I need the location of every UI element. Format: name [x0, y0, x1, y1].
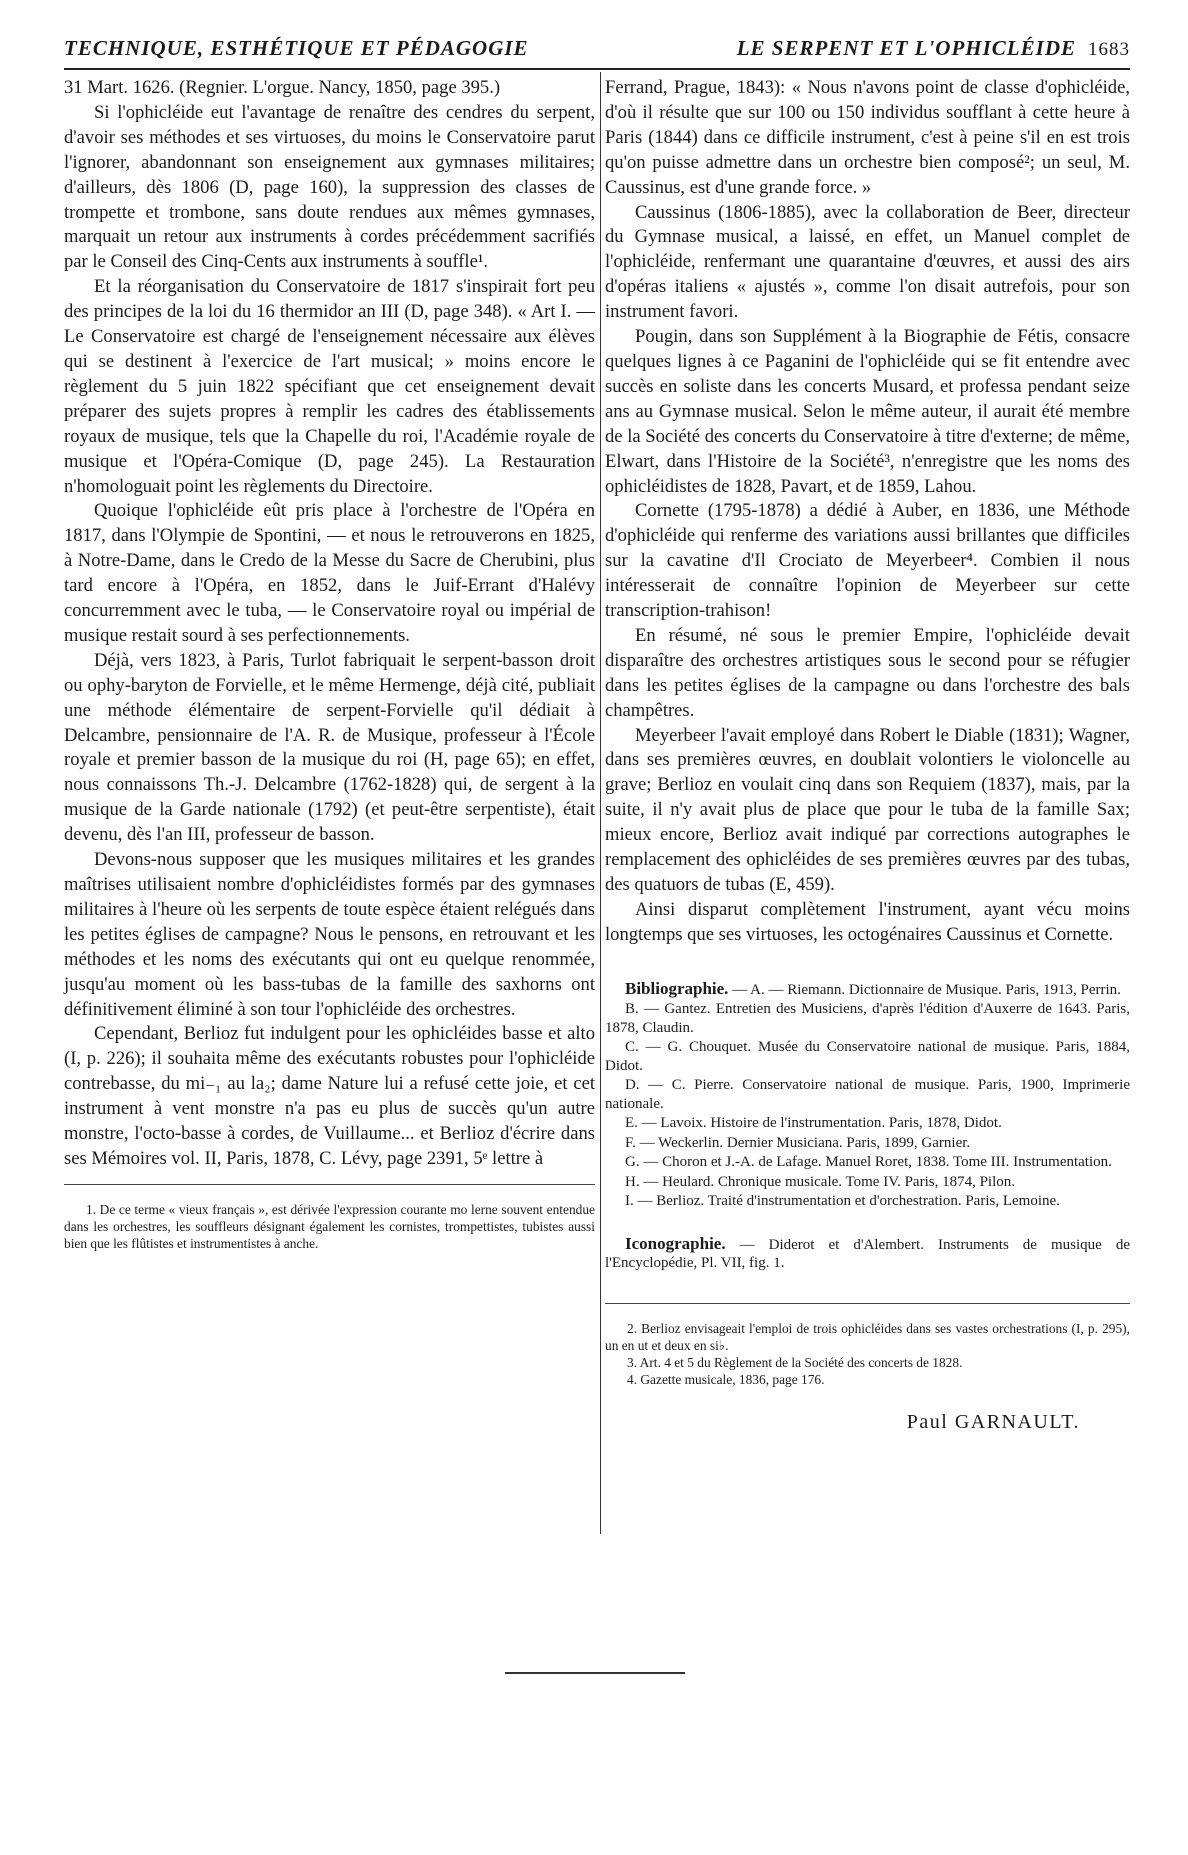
- header-rule: [64, 68, 1130, 70]
- bibliography-entry: E. — Lavoix. Histoire de l'instrumentation. Paris, 1878, Didot.: [625, 1115, 1002, 1132]
- bibliography-entry: G. — Choron et J.-A. de Lafage. Manuel Roret, 1838. Tome III. Instrumentation.: [625, 1154, 1112, 1171]
- bibliography-entry-text: — A. — Riemann. Dictionnaire de Musique. Paris, 1913, Perrin.: [732, 981, 1121, 998]
- iconography-title: Iconographie.: [625, 1233, 726, 1253]
- bibliography-entry: C. — G. Chouquet. Musée du Conservatoire national de musique. Paris, 1884, Didot.: [605, 1039, 1130, 1074]
- iconography-text: — Diderot et d'Alembert. Instruments de musique de l'Encyclopédie, Pl. VII, fig. 1.: [605, 1236, 1131, 1272]
- footnotes-right: [605, 1320, 1130, 1388]
- bibliography-entry: [605, 980, 1130, 1000]
- footnote: 3. Art. 4 et 5 du Règlement de la Société des concerts de 1828.: [627, 1354, 963, 1370]
- column-divider: [600, 72, 601, 1534]
- footnote-separator: [64, 1184, 595, 1185]
- bibliography-entry: H. — Heulard. Chronique musicale. Tome IV. Paris, 1874, Pilon.: [625, 1173, 1016, 1190]
- running-header-left: TECHNIQUE, ESTHÉTIQUE ET PÉDAGOGIE: [64, 36, 529, 60]
- paragraph: Pougin, dans son Supplément à la Biographie de Fétis, consacre quelques lignes à ce Paganini de l'ophicléide qui se fit entendre avec succès en soliste dans les concerts Musard, et professa pendant seize ans au Gymnase musical. Selon le même auteur, il aurait été membre de la Société des concerts du Conservatoire à titre d'externe; de même, Elwart, dans l'Histoire de la Société³, n'enregistre que les noms des ophicléidistes de 1828, Pavart, et de 1859, Lahou.: [605, 326, 1130, 497]
- paragraph: Déjà, vers 1823, à Paris, Turlot fabriquait le serpent-basson droit ou ophy-baryton de Forvielle, et le même Hermenge, déjà cité, publiait une méthode élémentaire de serpent-Forvielle qu'il dédiait à Delcambre, pensionnaire de l'A. R. de Musique, professeur à l'École royale et premier basson de la musique du roi (H, page 65); en effet, nous connaissons Th.-J. Delcambre (1762-1828) qui, de sergent à la musique de la Garde nationale (1792) (et peut-être serpentiste), était devenu, dès l'an III, professeur de basson.: [64, 649, 595, 846]
- iconography: [605, 1235, 1130, 1273]
- running-header-right: [737, 36, 1130, 61]
- bibliography-entry: B. — Gantez. Entretien des Musiciens, d'après l'édition d'Auxerre de 1643. Paris, 1878, Claudin.: [605, 1001, 1130, 1036]
- footnotes-left: [64, 1201, 595, 1252]
- paragraph: Devons-nous supposer que les musiques militaires et les grandes maîtrises utilisaient nombre d'ophicléidistes formés par des gymnases militaires à l'heure où les serpents de toute espèce étaient relégués dans les petites églises de campagne? Nous le pensons, en retrouvant et les méthodes et les noms des exécutants qui ont eu quelque renommée, jusqu'au moment où les bass-tubas de la famille des saxhorns ont définitivement éliminé à son tour l'ophicléide des orchestres.: [64, 849, 595, 1020]
- paragraph: Cependant, Berlioz fut indulgent pour les ophicléides basse et alto (I, p. 226); il souhaita même des exécutants robustes pour l'ophicléide contrebasse, du mi₋₁ au la₂; dame Nature lui a refusé cette joie, et cet instrument à vent monstre n'a pas eu plus de succès qu'un autre monstre, l'octo-basse à cordes, de Vuillaume... et Berlioz d'écrire dans ses Mémoires vol. II, Paris, 1878, C. Lévy, page 2391, 5ᵉ lettre à: [64, 1023, 595, 1169]
- bibliography: [605, 980, 1130, 1211]
- paragraph: Caussinus (1806-1885), avec la collaboration de Beer, directeur du Gymnase musical, a laissé, en effet, un Manuel complet de l'ophicléide, renfermant une quarantaine d'œuvres, et aussi des airs d'opéras italiens « ajustés », comme l'on disait autrefois, pour son instrument favori.: [605, 201, 1130, 323]
- paragraph: En résumé, né sous le premier Empire, l'ophicléide devait disparaître des orchestres artistiques sous le second pour se réfugier dans les petites églises de la campagne ou dans l'orchestre des bals champêtres.: [605, 624, 1130, 721]
- footnote: 2. Berlioz envisageait l'emploi de trois ophicléides dans ses vastes orchestrations (I, p. 295), un en ut et deux en si♭.: [605, 1320, 1130, 1353]
- bibliography-entry: I. — Berlioz. Traité d'instrumentation et d'orchestration. Paris, Lemoine.: [625, 1193, 1060, 1210]
- bibliography-entry: D. — C. Pierre. Conservatoire national de musique. Paris, 1900, Imprimerie nationale.: [605, 1077, 1130, 1112]
- paragraph: Quoique l'ophicléide eût pris place à l'orchestre de l'Opéra en 1817, dans l'Olympie de Spontini, — et nous le retrouverons en 1825, à Notre-Dame, dans le Credo de la Messe du Sacre de Cherubini, plus tard encore à l'Opéra, en 1852, dans le Juif-Errant d'Halévy concurremment avec le tuba, — le Conservatoire royal ou impérial de musique restait sourd à ses perfectionnements.: [64, 500, 595, 646]
- footnote: 4. Gazette musicale, 1836, page 176.: [627, 1371, 825, 1387]
- running-header-title: LE SERPENT ET L'OPHICLÉIDE: [736, 36, 1076, 60]
- end-rule: [505, 1672, 685, 1674]
- left-column: [64, 76, 595, 1252]
- paragraph: 31 Mart. 1626. (Regnier. L'orgue. Nancy, 1850, page 395.): [64, 77, 501, 98]
- bibliography-entry: F. — Weckerlin. Dernier Musiciana. Paris, 1899, Garnier.: [625, 1134, 971, 1151]
- footnote: 1. De ce terme « vieux français », est dérivée l'expression courante mo lerne souvent entendue dans les orchestres, les souffleurs désignant également les cornistes, trompettistes, tubistes aussi bien que les flûtistes et instrumentistes à anche.: [64, 1201, 595, 1251]
- paragraph: Meyerbeer l'avait employé dans Robert le Diable (1831); Wagner, dans ses premières œuvres, en doublait volontiers le violoncelle au grave; Berlioz en voulait cinq dans son Requiem (1837), mais, par la suite, il n'y avait plus de place que pour le tuba de la famille Sax; mieux encore, Berlioz avait indiqué par corrections autographes le remplacement des ophicléides de ses premières œuvres par des tubas, des quatuors de tubas (E, 459).: [605, 724, 1130, 895]
- right-column: [605, 76, 1130, 1435]
- running-header: [64, 36, 1130, 66]
- paragraph: Ainsi disparut complètement l'instrument, ayant vécu moins longtemps que ses virtuoses, les octogénaires Caussinus et Cornette.: [605, 898, 1130, 945]
- bibliography-title: Bibliographie.: [625, 978, 729, 998]
- paragraph: Et la réorganisation du Conservatoire de 1817 s'inspirait fort peu des principes de la loi du 16 thermidor an III (D, page 348). « Art I. — Le Conservatoire est chargé de l'enseignement nécessaire aux élèves qui se destinent à l'exercice de l'art musical; » moins encore le règlement du 5 juin 1822 spécifiant que cet enseignement devait préparer des sujets propres à remplir les cadres des établissements royaux de musique, tels que la Chapelle du roi, l'Académie royale de musique et l'Opéra-Comique (D, page 245). La Restauration n'homologuait point les règlements du Directoire.: [64, 276, 595, 497]
- author-signature: Paul GARNAULT.: [906, 1410, 1080, 1433]
- paragraph: Si l'ophicléide eut l'avantage de renaître des cendres du serpent, d'avoir ses méthodes et ses virtuoses, du moins le Conservatoire parut l'ignorer, abandonnant son enseignement aux gymnases militaires; d'ailleurs, dès 1806 (D, page 160), la suppression des classes de trompette et trombone, sans doute rendues aux mêmes gymnases, marquait un retour aux instruments à cordes précédemment sacrifiés par le Conseil des Cinq-Cents aux instruments à souffle¹.: [64, 101, 595, 273]
- page-number: 1683: [1088, 39, 1130, 60]
- paragraph: Cornette (1795-1878) a dédié à Auber, en 1836, une Méthode d'ophicléide qui renferme des variations aussi brillantes que difficiles sur la cavatine d'Il Crociato de Meyerbeer⁴. Combien il nous intéresserait de connaître l'opinion de Meyerbeer sur cette transcription-trahison!: [605, 500, 1130, 622]
- paragraph: Ferrand, Prague, 1843): « Nous n'avons point de classe d'ophicléide, d'où il résulte que sur 100 ou 150 individus soufflant à cette heure à Paris (1844) dans ce difficile instrument, c'est à peine s'il en est trois qu'on puisse admettre dans un orchestre bien composé²; un seul, M. Caussinus, est d'une grande force. »: [605, 77, 1130, 198]
- footnote-separator: [605, 1303, 1130, 1304]
